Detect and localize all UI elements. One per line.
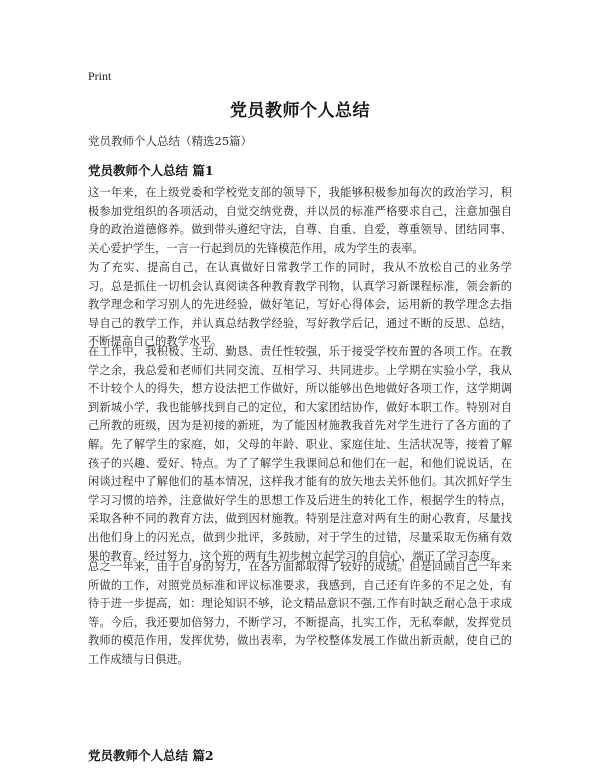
document-subtitle: 党员教师个人总结（精选25篇） (88, 134, 253, 148)
paragraph-1: 这一年来，在上级党委和学校党支部的领导下，我能够积极参加每次的政治学习，积极参加党组织的各项活动，自觉交纳党费，并以员的标准严格要求自己，注意加强自身的政治道德修养。做到带头遵纪守法，自尊、自重、自爱，尊重领导、团结同事、关心爱护学生，一言一行起到员的先锋模范作用，成为学生的表率。 (88, 186, 512, 255)
section-heading-2: 党员教师个人总结 篇2 (88, 748, 214, 763)
section-heading-1: 党员教师个人总结 篇1 (88, 163, 214, 178)
print-link[interactable]: Print (88, 69, 112, 83)
paragraph-4: 总之一年来，由于自身的努力，在各方面都取得了较好的成绩。但是回顾自己一年来所做的工作，对照党员标准和评议标准要求，我感到，自己还有许多的不足之处，有待于进一步提高，如：理论知识不够，论文精品意识不强,工作有时缺乏耐心急于求成等。今后，我还要加倍努力，不断学习，不断提高，扎实工作，无私奉献，发挥党员教师的模范作用，发挥优势，做出表率，为学校整体发展工作做出新贡献，使自己的工作成绩与日俱进。 (88, 560, 512, 666)
paragraph-2: 为了充实、提高自己，在认真做好日常教学工作的同时，我从不放松自己的业务学习。总是抓住一切机会认真阅读各种教育教学刊物，认真学习新课程标准，领会新的教学理念和学习别人的先进经验，做好笔记，写好心得体会，运用新的教学理念去指导自己的教学工作，并认真总结教学经验，写好教学后记，通过不断的反思、总结，不断提高自己的教学水平。 (88, 261, 512, 349)
paragraph-3: 在工作中，我积极、主动、勤恳、责任性较强，乐于接受学校布置的各项工作。在教学之余，我总爱和老师们共同交流、互相学习、共同进步。上学期在实验小学，我从不计较个人的得失，想方设法把工作做好，所以能够出色地做好各项工作，这学期调到新城小学，我也能够找到自己的定位，和大家团结协作，做好本职工作。特别对自己所教的班级，因为是初接的新班，为了能因材施教我首先对学生进行了各方面的了解。先了解学生的家庭，如，父母的年龄、职业、家庭住址、生活状况等，接着了解孩子的兴趣、爱好、特点。为了了解学生我课间总和他们在一起，和他们说说话，在闲谈过程中了解他们的基本情况，这样我才能有的放矢地去关怀他们。其次抓好学生学习习惯的培养，注意做好学生的思想工作及后进生的转化工作，根据学生的特点，采取各种不同的教育方法，做到因材施教。特别是注意对两有生的耐心教育，尽量找出他们身上的闪光点，做到少批评，多鼓励，对于学生的过错，尽量采取无伤痛有效果的教育。经过努力，这个班的两有生初步树立起学习的自信心，端正了学习态度。 (88, 345, 512, 563)
page-title: 党员教师个人总结 (230, 101, 370, 121)
